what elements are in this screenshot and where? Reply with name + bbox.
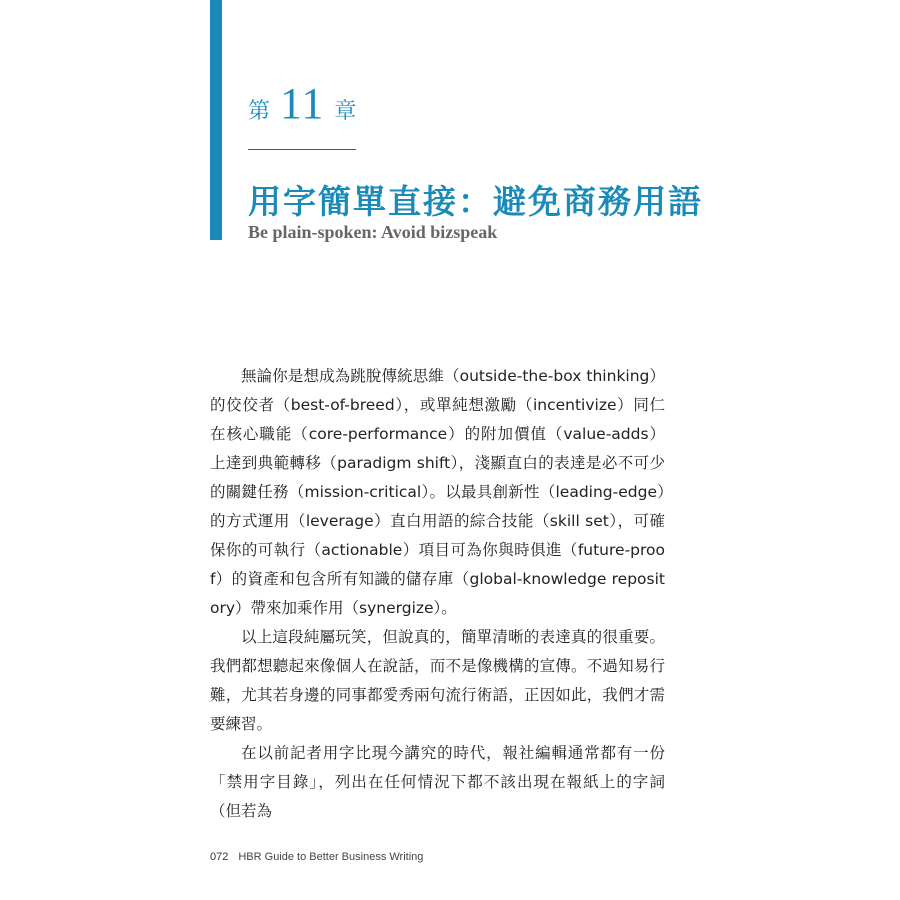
chapter-label [248,78,356,128]
title-divider [248,149,356,150]
page-footer [210,851,423,863]
chapter-number: 11 [280,79,325,128]
chapter-suffix: 章 [334,99,357,124]
running-book-title: HBR Guide to Better Business Writing [238,851,424,863]
paragraph: 無論你是想成為跳脫傳統思維（outside-the-box thinking）的佼佼者（best-of-breed），或單純想激勵（incentivize）同仁在核心職能（core-performance）的附加價值（value-adds）上達到典範轉移（paradigm shift），淺顯直白的表達是必不可少的關鍵任務（mission-critical）。以最具創新性（leading-edge）的方式運用（leverage）直白用語的綜合技能（skill set），可確保你的可執行（actionable）項目可為你與時俱進（future-proof）的資產和包含所有知識的儲存庫（global-knowledge repository）帶來加乘作用（synergize）。 [210,367,665,617]
body-text [210,362,665,826]
page-number: 072 [210,851,229,863]
paragraph: 在以前記者用字比現今講究的時代，報社編輯通常都有一份「禁用字目錄」，列出在任何情況下都不該出現在報紙上的字詞（但若為 [210,744,665,820]
chapter-accent-bar [210,0,222,240]
paragraph: 以上這段純屬玩笑，但說真的，簡單清晰的表達真的很重要。我們都想聽起來像個人在說話，而不是像機構的宣傳。不過知易行難，尤其若身邊的同事都愛秀兩句流行術語，正因如此，我們才需要練習。 [210,628,665,733]
chapter-title-zh: 用字簡單直接：避免商務用語 [248,182,703,221]
chapter-prefix: 第 [248,99,271,124]
chapter-title-en: Be plain-spoken: Avoid bizspeak [248,222,498,242]
